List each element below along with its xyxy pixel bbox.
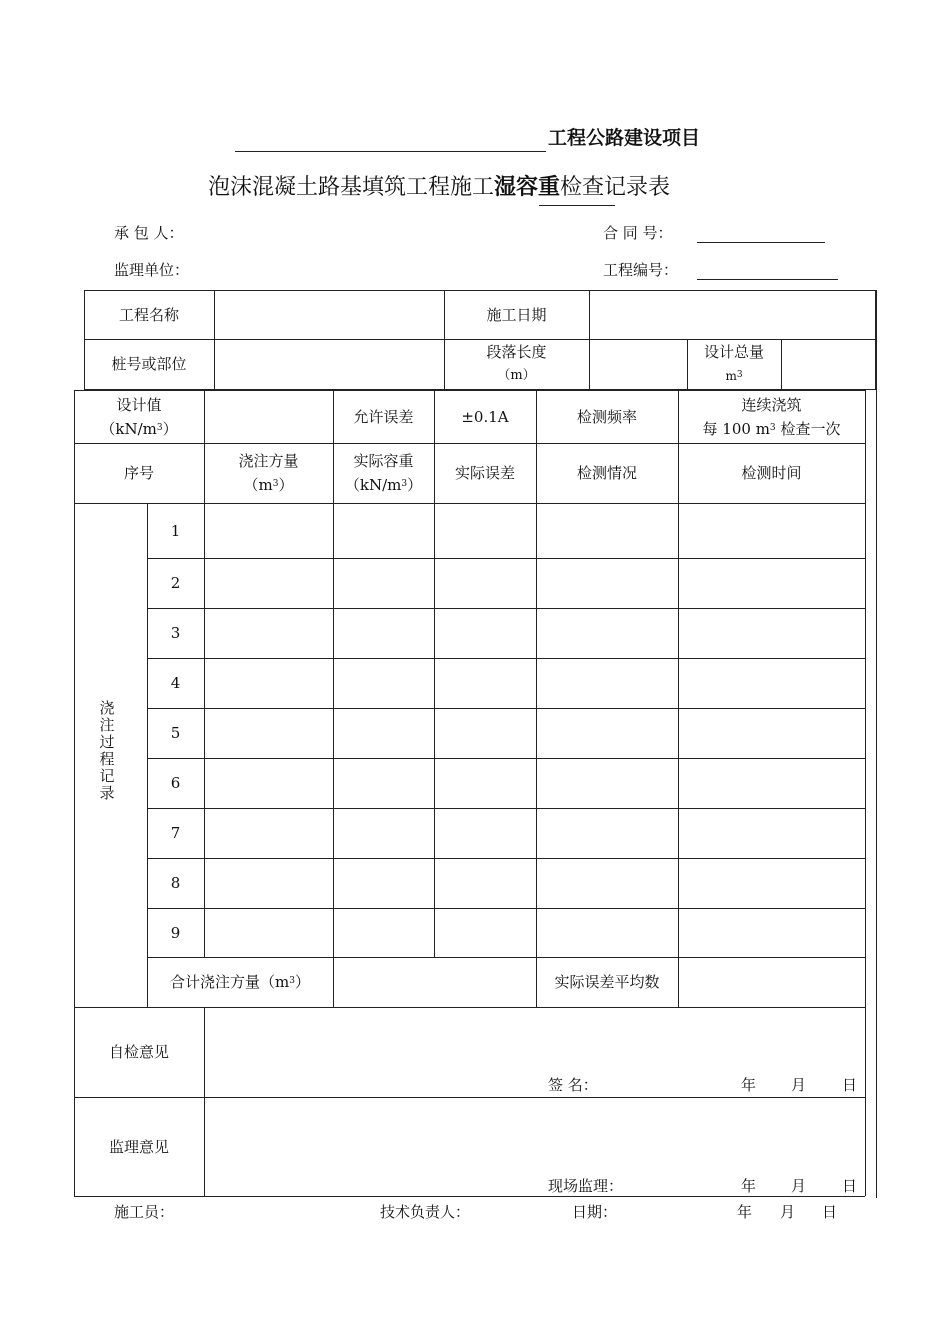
row-number: 4 bbox=[170, 674, 181, 692]
row-number: 7 bbox=[170, 824, 181, 842]
allowed-error-label: 允许误差 bbox=[353, 407, 414, 426]
tech-lead-label: 技术负责人： bbox=[380, 1203, 471, 1221]
row-number: 3 bbox=[170, 624, 181, 642]
self-check-field[interactable] bbox=[204, 1007, 865, 1097]
project-no-label: 工程编号： bbox=[603, 261, 679, 279]
col-actual-density-header: 实际容重 $(kN/m^3)$ bbox=[344, 452, 423, 494]
title-before: 泡沫混凝土路基填筑工程施工 bbox=[208, 175, 495, 200]
site-supervisor-label: 现场监理： bbox=[548, 1177, 624, 1195]
contractor-label: 承 包 人： bbox=[114, 224, 184, 242]
segment-length-field[interactable] bbox=[589, 339, 687, 389]
row-number: 5 bbox=[170, 724, 181, 742]
sign-label: 签 名： bbox=[548, 1076, 598, 1094]
project-name-underline bbox=[235, 151, 546, 152]
total-volume-field[interactable] bbox=[333, 957, 536, 1007]
col-seq-header: 序号 bbox=[123, 464, 154, 482]
supervision-opinion-field[interactable] bbox=[204, 1097, 865, 1196]
self-check-label: 自检意见 bbox=[108, 1043, 169, 1061]
self-check-day: 日 bbox=[842, 1076, 858, 1094]
project-name-field[interactable] bbox=[214, 290, 444, 339]
row-number: 2 bbox=[170, 574, 181, 592]
segment-length-label: 段落长度 （m） bbox=[486, 343, 547, 383]
design-value-label: 设计值 $(kN/m^3)$ bbox=[100, 395, 178, 438]
self-check-month: 月 bbox=[791, 1076, 807, 1094]
avg-error-field[interactable] bbox=[678, 957, 865, 1007]
project-name-label: 工程名称 bbox=[118, 305, 179, 324]
construction-date-field[interactable] bbox=[589, 290, 875, 339]
pour-process-record-label: 浇注过程记录 bbox=[99, 699, 115, 802]
col-pour-volume-header: 浇注方量 $(m^3)$ bbox=[238, 452, 299, 494]
title-middle: 湿容重 bbox=[494, 175, 561, 200]
row-number: 9 bbox=[170, 923, 181, 942]
footer-day: 日 bbox=[822, 1203, 838, 1221]
contract-no-field[interactable] bbox=[697, 242, 825, 243]
total-volume-label: 合计浇注方量$(m^3)$ bbox=[170, 973, 310, 991]
test-frequency-value: 连续浇筑 每 100 $m^3$ 检查一次 bbox=[702, 395, 841, 438]
contract-no-label: 合 同 号： bbox=[603, 224, 673, 242]
title-middle-underline bbox=[539, 205, 615, 206]
station-label: 桩号或部位 bbox=[111, 355, 187, 373]
test-frequency-label: 检测频率 bbox=[576, 407, 637, 426]
avg-error-label: 实际误差平均数 bbox=[554, 973, 660, 991]
footer-date-label: 日期： bbox=[572, 1203, 618, 1221]
row-number: 8 bbox=[170, 874, 181, 892]
project-line: 工程公路建设项目 bbox=[548, 127, 701, 149]
self-check-year: 年 bbox=[741, 1076, 757, 1094]
station-field[interactable] bbox=[214, 339, 444, 389]
construction-date-label: 施工日期 bbox=[486, 305, 547, 324]
constructor-label: 施工员： bbox=[114, 1203, 175, 1221]
supervision-month: 月 bbox=[791, 1177, 807, 1195]
document-title bbox=[208, 170, 670, 201]
col-test-time-header: 检测时间 bbox=[741, 464, 802, 482]
footer-year: 年 bbox=[737, 1203, 753, 1221]
supervisor-unit-label: 监理单位： bbox=[114, 261, 190, 279]
design-total-field[interactable] bbox=[781, 339, 875, 389]
title-after: 检查记录表 bbox=[560, 175, 671, 200]
footer-month: 月 bbox=[780, 1203, 796, 1221]
design-total-label: 设计总量 $m^3$ bbox=[703, 343, 764, 383]
row-number: 1 bbox=[170, 521, 181, 540]
col-test-status-header: 检测情况 bbox=[576, 464, 637, 482]
supervision-opinion-label: 监理意见 bbox=[108, 1137, 169, 1156]
col-actual-error-header: 实际误差 bbox=[454, 464, 515, 482]
row-number: 6 bbox=[170, 774, 181, 792]
project-no-field[interactable] bbox=[697, 279, 838, 280]
supervision-year: 年 bbox=[741, 1177, 757, 1195]
allowed-error-value: ±0.1A bbox=[461, 407, 509, 426]
design-value-field[interactable] bbox=[204, 390, 333, 443]
supervision-day: 日 bbox=[842, 1177, 858, 1195]
